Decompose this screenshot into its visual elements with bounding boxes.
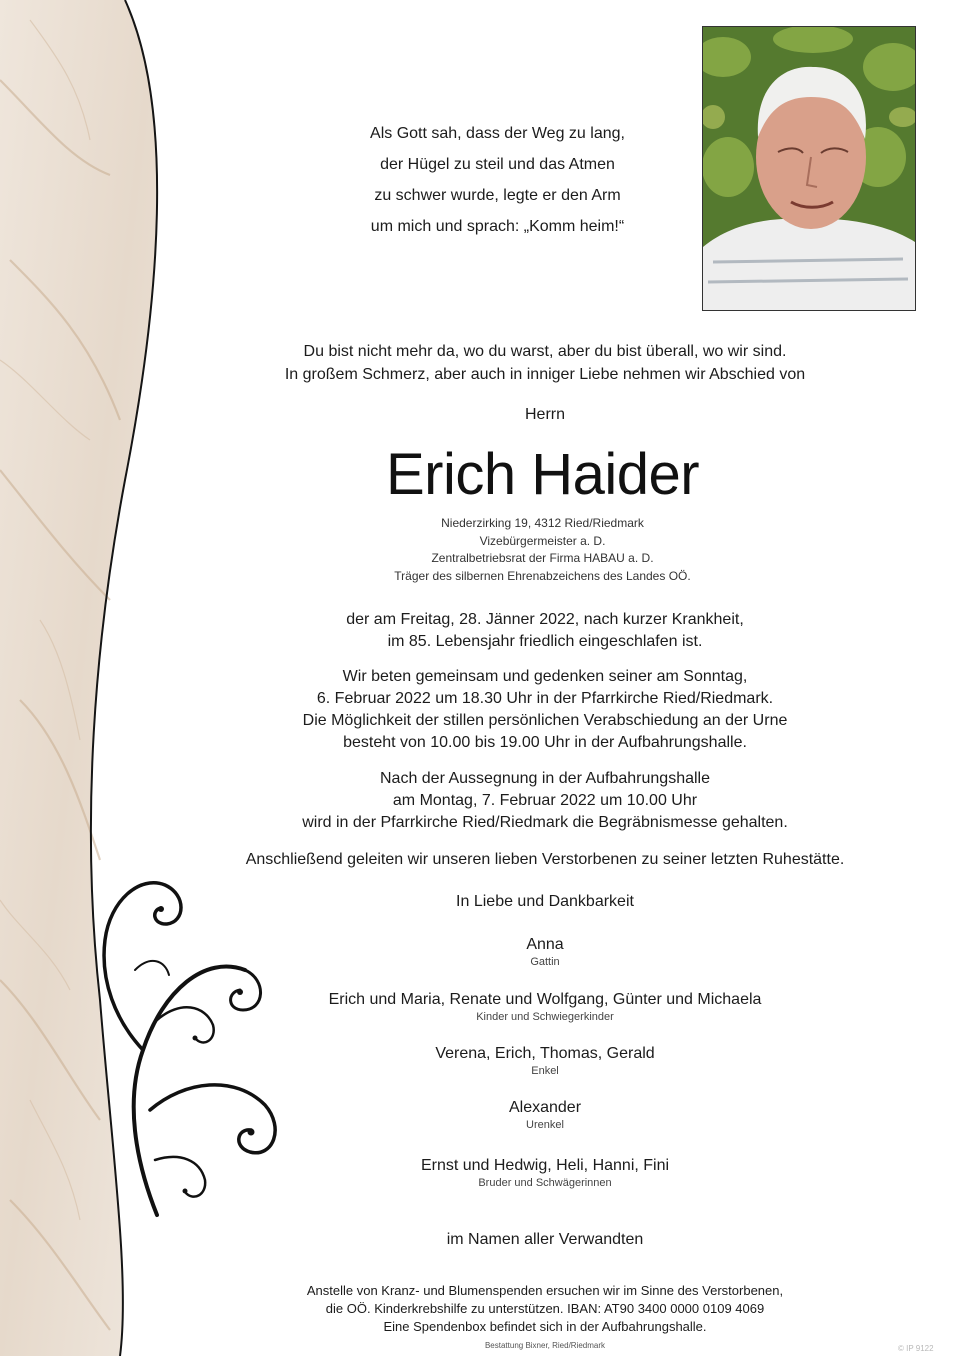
memorial-poem bbox=[300, 118, 695, 242]
family-group bbox=[230, 1098, 860, 1132]
all-relatives-line: im Namen aller Verwandten bbox=[446, 1231, 644, 1248]
funeral-line: Nach der Aussegnung in der Aufbahrungshalle bbox=[379, 770, 710, 787]
prayer-line: 6. Februar 2022 um 18.30 Uhr in der Pfarrkirche Ried/Riedmark. bbox=[316, 690, 774, 707]
prayer-paragraph bbox=[180, 666, 910, 754]
family-relation: Gattin bbox=[530, 956, 560, 968]
donation-line: Anstelle von Kranz- und Blumenspenden ersuchen wir im Sinne des Verstorbenen, bbox=[306, 1283, 784, 1298]
print-code: © IP 9122 bbox=[898, 1344, 934, 1353]
family-relation: Bruder und Schwägerinnen bbox=[478, 1177, 612, 1189]
detail-line: Träger des silbernen Ehrenabzeichens des Landes OÖ. bbox=[394, 568, 691, 583]
donation-line: die OÖ. Kinderkrebshilfe zu unterstützen. IBAN: AT90 3400 0000 0109 4069 bbox=[325, 1301, 765, 1316]
funeral-line: am Montag, 7. Februar 2022 um 10.00 Uhr bbox=[392, 792, 698, 809]
funeral-line: wird in der Pfarrkirche Ried/Riedmark die Begräbnismesse gehalten. bbox=[302, 814, 788, 831]
family-names: Erich und Maria, Renate und Wolfgang, Günter und Michaela bbox=[328, 991, 762, 1008]
salutation: Herrn bbox=[524, 406, 565, 423]
passing-line: im 85. Lebensjahr friedlich eingeschlafen ist. bbox=[387, 633, 703, 650]
family-group bbox=[230, 1156, 860, 1190]
family-names: Ernst und Hedwig, Heli, Hanni, Fini bbox=[420, 1157, 670, 1174]
poem-line: zu schwer wurde, legte er den Arm bbox=[374, 187, 621, 204]
deceased-name: Erich Haider bbox=[385, 442, 700, 507]
detail-line: Niederzirking 19, 4312 Ried/Riedmark bbox=[441, 516, 644, 530]
donation-note bbox=[200, 1282, 890, 1336]
passing-line: der am Freitag, 28. Jänner 2022, nach kurzer Krankheit, bbox=[346, 611, 744, 628]
prayer-line: besteht von 10.00 bis 19.00 Uhr in der Aufbahrungshalle. bbox=[343, 734, 747, 751]
family-names: Verena, Erich, Thomas, Gerald bbox=[435, 1045, 655, 1062]
detail-line: Zentralbetriebsrat der Firma HABAU a. D. bbox=[431, 551, 654, 565]
intro-text bbox=[180, 340, 910, 386]
poem-line: Als Gott sah, dass der Weg zu lang, bbox=[370, 125, 625, 142]
undertaker-credit: Bestattung Bixner, Ried/Riedmark bbox=[484, 1341, 606, 1350]
intro-line: Du bist nicht mehr da, wo du warst, aber du bist überall, wo wir sind. bbox=[303, 343, 787, 360]
portrait-photo bbox=[702, 26, 916, 311]
family-group bbox=[230, 935, 860, 969]
burial-line: Anschließend geleiten wir unseren lieben Verstorbenen zu seiner letzten Ruhestätte. bbox=[245, 851, 845, 868]
passing-paragraph bbox=[180, 609, 910, 653]
family-relation: Enkel bbox=[531, 1065, 559, 1077]
prayer-line: Die Möglichkeit der stillen persönlichen Verabschiedung an der Urne bbox=[302, 712, 788, 729]
deceased-details bbox=[300, 515, 785, 585]
family-group bbox=[230, 1044, 860, 1078]
intro-line: In großem Schmerz, aber auch in inniger Liebe nehmen wir Abschied von bbox=[284, 366, 806, 383]
prayer-line: Wir beten gemeinsam und gedenken seiner am Sonntag, bbox=[342, 668, 748, 685]
family-names: Anna bbox=[526, 936, 564, 953]
family-names: Alexander bbox=[508, 1099, 582, 1116]
family-relation: Kinder und Schwiegerkinder bbox=[476, 1011, 614, 1023]
detail-line: Vizebürgermeister a. D. bbox=[479, 533, 606, 548]
family-group bbox=[230, 990, 860, 1024]
closing-line: In Liebe und Dankbarkeit bbox=[456, 893, 634, 910]
donation-line: Eine Spendenbox befindet sich in der Aufbahrungshalle. bbox=[383, 1319, 707, 1334]
funeral-paragraph bbox=[180, 768, 910, 834]
poem-line: um mich und sprach: „Komm heim!“ bbox=[370, 218, 625, 235]
family-relation: Urenkel bbox=[526, 1119, 564, 1131]
poem-line: der Hügel zu steil und das Atmen bbox=[380, 156, 615, 173]
